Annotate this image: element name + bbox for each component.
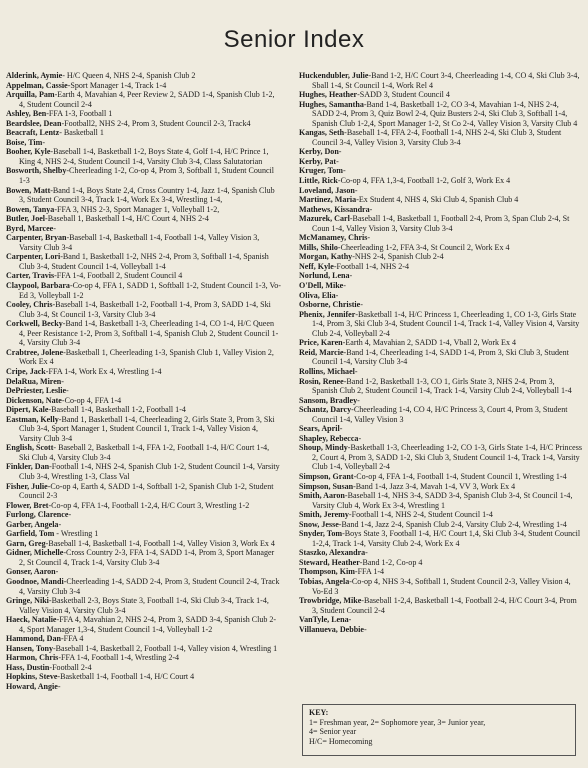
index-entry: [6, 300, 281, 319]
student-name: VanTyle, Lena: [299, 615, 349, 625]
index-entry: [6, 520, 281, 530]
activities-text: -Baseball 1-4, NHS 3-4, SADD 3-4, Spanish Club 3-4, St Council 1-4, Varsity Club 4, Work Ex 3-4, Wrestling 1: [312, 491, 573, 510]
index-entry: [6, 567, 281, 577]
activities-text: -: [55, 567, 59, 577]
index-entry: [299, 271, 582, 281]
index-entry: [6, 663, 281, 673]
student-name: Tobias, Angela: [299, 576, 350, 586]
activities-text: -FFA 4, Mavahian 2, NHS 2-4, Prom 3, SADD 3-4, Spanish Club 2-4, Sport Manager 1,3-4, Student Council 1-4, Volleyball 1-2: [19, 615, 277, 634]
key-line: 1= Freshman year, 2= Sophomore year, 3= Junior year,: [309, 717, 486, 727]
student-name: Claypool, Barbara: [6, 281, 70, 291]
student-name: Ashley, Ben: [6, 109, 47, 119]
activities-text: -Baseball 1-4, Basketball 1-2, Boys State 4, Golf 1-4, H/C Prince 1, King 4, NHS 2-4, Student Council 1-4, Varsity Club 3-4, Class Salutatorian: [19, 147, 269, 166]
index-entry: [299, 291, 582, 301]
index-entry: [299, 424, 582, 434]
activities-text: -: [357, 395, 360, 405]
activities-text: -: [349, 271, 353, 281]
student-name: Morgan, Kathy: [299, 252, 353, 262]
index-entry: [6, 596, 281, 615]
index-entry: [299, 281, 582, 291]
activities-text: -: [42, 137, 46, 147]
student-name: Hass, Dustin: [6, 662, 50, 672]
activities-text: -Band 1-2, H/C Court 3-4, Cheerleading 1-4, CO 4, Ski Club 3-4, Sball 1-4, St Council 1-4, Work Rel 4: [312, 71, 580, 90]
activities-text: -: [68, 510, 72, 520]
activities-text: - Baseball 2, Basketball 1-4, FFA 1-2, Football 1-4, H/C Court 1-4, Ski Club 4, Varsity Club 3-4: [19, 443, 270, 462]
student-name: Garn, Greg: [6, 538, 46, 548]
student-name: McManamey, Chris: [299, 233, 368, 243]
activities-text: -Band 1-4, Basketball 1-3, Cheerleading 1-4, CO 1-4, H/C Queen 4, Peer Resistance 1-2, Prom 3, Softball 1-4, Spanish Club 2, Student Council 1-4, Varsity Club 3-4: [19, 319, 279, 348]
index-entry: [299, 443, 582, 472]
index-entry: [6, 539, 281, 549]
index-entry: [299, 491, 582, 510]
student-name: Gidner, Michelle: [6, 548, 64, 558]
activities-text: -: [348, 615, 352, 625]
student-name: Dickenson, Nate: [6, 395, 62, 405]
index-entry: [6, 367, 281, 377]
activities-text: -FFA 1-3, Football 1: [46, 109, 113, 119]
index-entry: [6, 682, 281, 692]
activities-text: -Band 1-2, Co-op 4: [359, 557, 423, 567]
student-name: Bowen, Tanya: [6, 204, 55, 214]
index-entry: [299, 472, 582, 482]
student-name: Steward, Heather: [299, 557, 360, 567]
index-entry: [6, 672, 281, 682]
activities-text: -Co-op 4, FFA 1,3-4, Football 1-2, Golf 3, Work Ex 4: [337, 176, 511, 186]
student-name: Schantz, Darcy: [299, 405, 352, 415]
student-name: O'Dell, Mike: [299, 281, 344, 291]
index-entry: [299, 567, 582, 577]
activities-text: -Band 1-4, Boys State 2,4, Cross Country 1-4, Jazz 1-4, Spanish Club 3, Student Council 3-4, Track 1-4, Work Ex 3-4, Wrestling 1-4,: [19, 185, 275, 205]
student-name: Hughes, Samantha: [299, 99, 364, 109]
student-name: English, Scott: [6, 443, 54, 453]
index-entry: [6, 548, 281, 567]
student-name: Kruger, Tom: [299, 166, 343, 176]
student-name: Byrd, Marcee: [6, 223, 54, 233]
index-entry: [299, 310, 582, 339]
index-entry: [299, 338, 582, 348]
activities-text: -Ex Student 4, NHS 4, Ski Club 4, Spanish Club 4: [356, 195, 519, 205]
student-name: Price, Karen: [299, 338, 343, 348]
activities-text: -Basketball 1-4, Football 1-4, H/C Court 4: [57, 672, 195, 682]
student-name: Booher, Kyle: [6, 147, 51, 157]
student-name: Beardslee, Dean: [6, 118, 62, 128]
activities-text: -FFA 4: [61, 634, 84, 644]
activities-text: -Co-op 4, FFA 1-4, Football 1-4, Student Council 1, Wrestling 1-4: [353, 471, 567, 481]
student-name: Cooley, Chris: [6, 300, 53, 310]
index-entry: [6, 396, 281, 406]
index-entry: [299, 348, 582, 367]
activities-text: -FFA 1-4: [354, 567, 385, 577]
index-entry: [6, 501, 281, 511]
index-entry: [299, 596, 582, 615]
activities-text: -Cheerleading 1-4, CO 4, H/C Princess 3, Court 4, Prom 3, Student Council 1-4, Valley Vision 3: [312, 405, 568, 424]
student-name: Villanueva, Debbie: [299, 624, 364, 634]
activities-text: -Baseball 1-4, Basketball 1-4, Football 1-4, Valley Vision 3, Varsity Club 3-4: [19, 233, 260, 252]
student-name: Corkwell, Becky: [6, 319, 63, 329]
index-entry: [299, 367, 582, 377]
activities-text: -Band 1-4, Basketball 1-2, CO 3-4, Mavahian 1-4, NHS 2-4, SADD 2-4, Prom 3, Quiz Bowl 2-4, Quiz Busters 2-4, Ski Club 3, Softball 1-4, Spanish Club 1-2,4, Sport Manager 1-2, St Co 2-4, Valley Vision 3, Varsity Club 4: [312, 99, 578, 128]
index-entry: [6, 138, 281, 148]
activities-text: -: [335, 290, 339, 300]
index-entry: [6, 119, 281, 129]
student-name: Hopkins, Steve: [6, 672, 58, 682]
activities-text: -: [61, 376, 64, 386]
student-name: Alderink, Aymie: [6, 71, 63, 80]
activities-text: -Football 2-4: [49, 662, 92, 672]
index-entry: [299, 510, 582, 520]
activities-text: -Baseball 1-4, Basketball 1-2, Football 1-4: [48, 405, 186, 415]
student-name: Mills, Shilo: [299, 242, 338, 252]
activities-text: -Football 1-4, NHS 2-4, Spanish Club 1-2, Student Council 1-4, Varsity Club 3-4, Wrestling 1-3, Class Val: [19, 462, 280, 481]
index-entry: [299, 243, 582, 253]
index-entry: [6, 90, 281, 109]
index-entry: [299, 214, 582, 233]
index-entry: [6, 109, 281, 119]
right-column: [299, 71, 582, 634]
index-entry: [299, 157, 582, 167]
index-entry: [6, 634, 281, 644]
activities-text: -Basketball 1, Cheerleading 1-3, Spanish Club 1, Valley Vision 2, Work Ex 4: [19, 347, 274, 367]
index-entry: [6, 81, 281, 91]
activities-text: -: [342, 166, 346, 176]
index-entry: [6, 128, 281, 138]
index-entry: [299, 233, 582, 243]
activities-text: -: [57, 682, 61, 691]
index-entry: [6, 252, 281, 271]
index-entry: [6, 443, 281, 462]
index-entry: [6, 377, 281, 387]
activities-text: - H/C Queen 4, NHS 2-4, Spanish Club 2: [62, 71, 196, 80]
index-entry: [6, 577, 281, 596]
activities-text: - Wrestling 1: [54, 529, 99, 539]
student-name: Norlund, Lena: [299, 271, 350, 281]
student-name: Boise, Tim: [6, 137, 43, 147]
student-name: Goodnoe, Mandi: [6, 576, 64, 586]
student-name: Carpenter, Lori: [6, 252, 61, 262]
activities-text: -Football 1-4, NHS 2-4, Student Council 1-4: [348, 510, 493, 520]
activities-text: -Band 1-4, Jazz 2-4, Spanish Club 2-4, Varsity Club 2-4, Wrestling 1-4: [338, 519, 567, 529]
student-name: Neff, Kyle: [299, 261, 334, 271]
student-name: Trowbridge, Mike: [299, 596, 362, 606]
student-name: Smith, Aaron: [299, 491, 345, 501]
student-name: Kerby, Pat: [299, 156, 337, 166]
activities-text: -Football 1-4, NHS 2-4: [333, 261, 409, 271]
index-entry: [299, 434, 582, 444]
student-name: Garfield, Tom: [6, 529, 55, 539]
index-entry: [299, 166, 582, 176]
student-name: Shoup, Mindy: [299, 443, 348, 453]
index-entry: [299, 205, 582, 215]
student-name: Mazurek, Carl: [299, 214, 350, 224]
activities-text: -: [343, 281, 346, 291]
student-name: Kangas, Seth: [299, 128, 345, 138]
student-name: Arquilla, Pam: [6, 90, 55, 100]
student-name: Butler, Joel: [6, 214, 46, 224]
index-entry: [299, 615, 582, 625]
student-name: Gringe, Niki: [6, 596, 49, 606]
student-name: Sansom, Bradley: [299, 395, 358, 405]
activities-text: -: [354, 185, 358, 195]
activities-text: -: [53, 223, 56, 233]
student-name: Shapley, Rebecca: [299, 433, 359, 443]
index-entry: [6, 615, 281, 634]
index-entry: [6, 415, 281, 444]
activities-text: -: [66, 386, 69, 396]
activities-text: -Baseball 1-2,4, Basketball 1-4, Football 2-4, H/C Court 3-4, Prom 3, Student Council 2-4: [312, 596, 577, 615]
student-name: Furlong, Clarence: [6, 510, 69, 520]
index-entry: [299, 100, 582, 129]
student-name: Bosworth, Shelby: [6, 166, 67, 176]
index-entry: [299, 482, 582, 492]
index-entry: [6, 281, 281, 300]
student-name: Simpson, Grant: [299, 471, 354, 481]
student-name: Little, Rick: [299, 176, 338, 186]
activities-text: -Band 1-2, Basketball 1-3, CO 1, Girls State 3, NHS 2-4, Prom 3, Spanish Club 2, Student Council 1-4, Track 1-4, Varsity Club 2-4, Volleyball 1-4: [312, 376, 572, 396]
index-entry: [6, 462, 281, 481]
activities-text: -Cross Country 2-3, FFA 1-4, SADD 1-4, Prom 3, Sport Manager 2, St Council 4, Track 1-4, Varsity Club 3-4: [19, 548, 275, 567]
activities-text: -Baseball 1-4, Basketball 1-4, Football 1-4, Valley Vision 3, Work Ex 4: [45, 538, 275, 548]
index-entry: [299, 548, 582, 558]
index-entry: [6, 224, 281, 234]
activities-text: -Cheerleading 1-2, FFA 3-4, St Council 2, Work Ex 4: [337, 242, 510, 252]
activities-text: -Sport Manager 1-4, Track 1-4: [67, 80, 167, 90]
activities-text: -: [369, 204, 373, 214]
student-name: DePriester, Leslie: [6, 386, 67, 396]
student-name: DelaRua, Miren: [6, 376, 62, 386]
index-entry: [6, 271, 281, 281]
activities-text: -Co-op 4, FFA 1, SADD 1, Softball 1-2, Student Council 1-3, Vo-Ed 3, Volleyball 1-2: [19, 281, 281, 300]
key-line: 4= Senior year: [309, 727, 357, 737]
index-entry: [299, 396, 582, 406]
index-entry: [299, 625, 582, 635]
activities-text: -SADD 3, Student Council 4: [357, 90, 450, 100]
index-entry: [6, 482, 281, 501]
activities-text: -: [336, 156, 339, 166]
index-entry: [299, 377, 582, 396]
student-name: Fisher, Julie: [6, 481, 48, 491]
activities-text: -Baseball 1-4, Basketball 2, Football 1-4, Valley vision 4, Wrestling 1: [52, 643, 278, 653]
index-entry: [299, 252, 582, 262]
index-entry: [299, 186, 582, 196]
index-entry: [299, 176, 582, 186]
index-entry: [299, 529, 582, 548]
activities-text: -FFA 1-4, Work Ex 4, Wrestling 1-4: [45, 366, 162, 376]
student-name: Hammond, Dan: [6, 634, 61, 644]
student-name: Sears, April: [299, 424, 340, 434]
student-name: Simpson, Susan: [299, 481, 354, 491]
student-name: Rollins, Michael: [299, 366, 355, 376]
student-name: Garber, Angela: [6, 519, 59, 529]
student-name: Bowen, Matt: [6, 185, 51, 195]
student-name: Appelman, Cassie: [6, 80, 68, 90]
student-name: Kerby, Don: [299, 147, 339, 157]
activities-text: -Football2, NHS 2-4, Prom 3, Student Council 2-3, Track4: [61, 118, 251, 128]
index-entry: [6, 405, 281, 415]
student-name: Finkler, Dan: [6, 462, 50, 472]
index-entry: [6, 644, 281, 654]
student-name: Carpenter, Bryan: [6, 233, 67, 243]
student-name: Oliva, Elia: [299, 290, 336, 300]
student-name: Snow, Jesse: [299, 519, 339, 529]
activities-text: - Basketball 1: [59, 128, 104, 138]
index-entry: [6, 166, 281, 185]
student-name: Hughes, Heather: [299, 90, 358, 100]
activities-text: -Boys State 3, Football 1-4, H/C Court 1,4, Ski Club 3-4, Student Council 1-2,4, Track 1-4, Varsity Club 2-4, Work Ex 4: [312, 529, 581, 548]
index-entry: [299, 405, 582, 424]
activities-text: -: [365, 548, 368, 558]
activities-text: -Baseball 1-4, FFA 2-4, Football 1-4, NHS 2-4, Ski Club 3, Student Council 3-4, Valley Vision 3, Varsity Club 3-4: [312, 128, 562, 147]
activities-text: -Co-op 4, FFA 1-4: [61, 395, 122, 405]
activities-text: -NHS 2-4, Spanish Club 2-4: [352, 252, 444, 262]
key-title: KEY:: [309, 708, 329, 717]
activities-text: -Band 1-4, Jazz 3-4, Mavah 1-4, VV 3, Work Ex 4: [353, 481, 516, 491]
left-column: [6, 71, 281, 692]
student-name: Osborne, Christie: [299, 300, 361, 310]
index-entry: [6, 386, 281, 396]
index-entry: [299, 558, 582, 568]
activities-text: -Baseball 1-4, Basketball 1-2, Football 1-4, Prom 3, SADD 1-4, Ski Club 3-4, St Council 1-3, Varsity Club 3-4: [19, 300, 271, 319]
student-name: Rosin, Renee: [299, 376, 344, 386]
student-name: Gonser, Aaron: [6, 567, 56, 577]
student-name: Crabtree, Jolene: [6, 347, 64, 357]
activities-text: -Earth 4, Mavahian 2, SADD 1-4, Vball 2, Work Ex 4: [342, 338, 517, 348]
student-name: Snyder, Tom: [299, 529, 343, 539]
student-name: Dipert, Kale: [6, 405, 49, 415]
student-name: Flower, Bret: [6, 500, 49, 510]
student-name: Carter, Travis: [6, 271, 55, 281]
student-name: Mathews, Kissandra: [299, 204, 370, 214]
activities-text: -Baseball 1, Basketball 1-4, H/C Court 4, NHS 2-4: [45, 214, 209, 224]
index-entry: [299, 71, 582, 90]
activities-text: -Band 1, Basketball 1-4, Cheerleading 2, Girls State 3, Prom 3, Ski Club 3-4, Sport Manager 1, Student Council 1, Track 1-4, Valley Vision 4, Varsity Club 3-4: [19, 414, 275, 443]
page-title: Senior Index: [223, 26, 365, 53]
activities-text: -Co-op 4, FFA 1-4, Football 1-2,4, H/C Court 3, Wrestling 1-2: [48, 500, 250, 510]
student-name: Beacraft, Lentz: [6, 128, 60, 138]
student-name: Smith, Jeremy: [299, 510, 349, 520]
activities-text: -: [358, 433, 362, 443]
activities-text: -: [354, 366, 358, 376]
activities-text: -: [360, 300, 363, 310]
activities-text: -Cheerleading 1-4, SADD 2-4, Prom 3, Student Council 2-4, Track 4, Varsity Club 3-4: [19, 576, 280, 596]
index-entry: [6, 186, 281, 205]
activities-text: -: [339, 424, 343, 434]
index-entry: [299, 300, 582, 310]
index-entry: [6, 319, 281, 348]
activities-text: -Co-op 4, NHS 3-4, Softball 1, Student Council 2-3, Valley Vision 4, Vo-Ed 3: [312, 576, 571, 596]
student-name: Martinez, Maria: [299, 195, 357, 205]
index-entry: [6, 653, 281, 663]
key-line: H/C= Homecoming: [309, 736, 373, 746]
activities-text: -Basketball 1-3, Cheerleading 1-2, CO 1-3, Girls State 1-4, H/C Princess 2, Court 4, Prom 3, SADD 1-2, Ski Club 3, Student Council 1-4, Track 1-4, Varsity Club 1-4, Volleyball 2-4: [312, 443, 582, 472]
activities-text: -: [338, 147, 342, 157]
activities-text: -Cheerleading 1-2, Co-op 4, Prom 3, Softball 1, Student Council 1-3: [19, 166, 275, 186]
activities-text: -: [367, 233, 371, 243]
activities-text: -Basketball 1-4, H/C Princess 1, Cheerleading 1, CO 1-3, Girls State 1-4, Prom 3, Ski Club 3-4, Student Council 1-4, Track 1-4, Valley Vision 4, Varsity Club 2-4, Volleyball 2-4: [312, 309, 580, 338]
activities-text: -Co-op 4, Earth 4, SADD 1-4, Softball 1-2, Spanish Club 1-2, Student Council 2-3: [19, 481, 274, 501]
activities-text: -Basketball 2-3, Boys State 3, Football 1-4, Ski Club 3-4, Track 1-4, Valley Vision 4, Varsity Club 3-4: [19, 596, 269, 615]
activities-text: -Band 1, Basketball 1-2, NHS 2-4, Prom 3, Softball 1-4, Spanish Club 3-4, Student Council 1-4, Volleyball 1-4: [19, 252, 269, 271]
student-name: Thompson, Kim: [299, 567, 355, 577]
index-entry: [6, 71, 281, 81]
student-name: Phenix, Jennifer: [299, 309, 356, 319]
activities-text: -FFA 3, NHS 2-3, Sport Manager 1, Volleyball 1-2,: [54, 204, 220, 214]
student-name: Haeck, Natalie: [6, 615, 57, 625]
student-name: Staszko, Alexandra: [299, 548, 366, 558]
student-name: Loveland, Jason: [299, 185, 355, 195]
student-name: Cripe, Jack: [6, 366, 46, 376]
student-name: Hansen, Tony: [6, 643, 53, 653]
index-entry: [299, 577, 582, 596]
activities-text: -FFA 1-4, Football 1-4, Wrestling 2-4: [58, 653, 180, 663]
activities-text: -Baseball 1-4, Basketball 1, Football 2-4, Prom 3, Span Club 2-4, St Coun 1-4, Valley Vision 3, Varsity Club 3-4: [312, 214, 570, 233]
activities-text: -FFA 1-4, Football 2, Student Council 4: [54, 271, 183, 281]
index-entry: [299, 195, 582, 205]
student-name: Eastman, Kelly: [6, 414, 59, 424]
index-entry: [6, 205, 281, 215]
activities-text: -: [363, 624, 367, 634]
activities-text: -Band 1-4, Cheerleading 1-4, SADD 1-4, Prom 3, Ski Club 3, Student Council 1-4, Varsity Club 3-4: [312, 347, 569, 367]
student-name: Reid, Marcie: [299, 347, 344, 357]
activities-text: -Earth 4, Mavahian 4, Peer Review 2, SADD 1-4, Spanish Club 1-2, 4, Student Council 2-4: [19, 90, 275, 109]
index-entry: [6, 214, 281, 224]
index-entry: [6, 147, 281, 166]
student-name: Howard, Angie: [6, 682, 58, 691]
index-entry: [299, 262, 582, 272]
index-entry: [6, 233, 281, 252]
activities-text: -: [58, 519, 62, 529]
student-name: Harmon, Chris: [6, 653, 59, 663]
index-entry: [6, 510, 281, 520]
index-entry: [299, 147, 582, 157]
index-entry: [299, 90, 582, 100]
index-entry: [299, 520, 582, 530]
key-box: [302, 704, 576, 756]
index-entry: [6, 348, 281, 367]
student-name: Huckendubler, Julie: [299, 71, 369, 80]
index-entry: [299, 128, 582, 147]
index-entry: [6, 529, 281, 539]
